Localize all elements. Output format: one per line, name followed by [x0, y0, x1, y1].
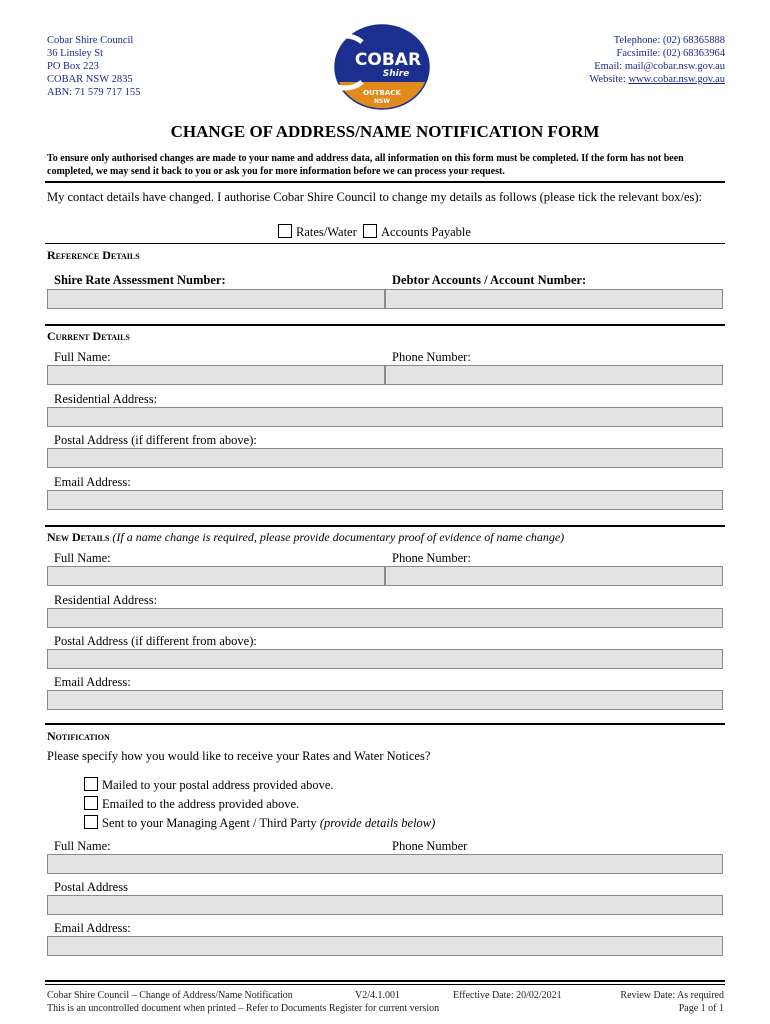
footer-divider [45, 984, 725, 985]
rates-water-label: Rates/Water [296, 225, 357, 239]
notification-heading: Notification [47, 729, 110, 743]
footer-doc-name: Cobar Shire Council – Change of Address/Name Notification [47, 990, 293, 1001]
new-full-name-label: Full Name: [54, 551, 111, 565]
new-residential-input[interactable] [47, 608, 723, 628]
council-contact-block [589, 34, 725, 86]
agent-note: (provide details below) [319, 816, 436, 830]
divider [45, 525, 725, 527]
telephone: Telephone: (02) 68365888 [613, 35, 725, 46]
agent-name-phone-input[interactable] [47, 854, 723, 874]
current-email-label: Email Address: [54, 475, 131, 489]
footer-uncontrolled-note: This is an uncontrolled document when printed – Refer to Documents Register for current version [47, 1003, 440, 1014]
footer-divider [45, 980, 725, 982]
new-residential-label: Residential Address: [54, 593, 158, 607]
option-agent [84, 815, 435, 831]
new-heading-text: New Details [47, 530, 110, 544]
footer-page-number: Page 1 of 1 [678, 1003, 724, 1014]
footer [47, 989, 727, 1015]
current-full-name-input[interactable] [47, 365, 385, 385]
accounts-payable-label: Accounts Payable [381, 225, 471, 239]
divider [45, 181, 725, 183]
agent-full-name-label: Full Name: [54, 839, 111, 853]
footer-review-date: Review Date: As required [620, 990, 724, 1001]
divider [45, 243, 725, 244]
debtor-account-label: Debtor Accounts / Account Number: [392, 273, 587, 287]
new-full-name-input[interactable] [47, 566, 385, 586]
mail-label: Mailed to your postal address provided above. [102, 778, 334, 792]
option-email [84, 796, 299, 812]
town-postcode: COBAR NSW 2835 [47, 74, 133, 85]
logo-band-text-1: OUTBACK [363, 89, 401, 97]
council-name: Cobar Shire Council [47, 35, 134, 46]
logo-main-text: COBAR [354, 50, 422, 70]
current-email-input[interactable] [47, 490, 723, 510]
option-mail [84, 777, 334, 793]
email-label: Emailed to the address provided above. [102, 797, 300, 811]
website-label: Website: [589, 74, 629, 85]
completion-notice: To ensure only authorised changes are made to your name and address data, all information on this form must be completed. If the form has not been completed, we may send it back to you or ask you for more information before we can process your request. [47, 153, 684, 177]
divider [45, 324, 725, 326]
agent-email-label: Email Address: [54, 921, 131, 935]
new-postal-input[interactable] [47, 649, 723, 669]
new-phone-label: Phone Number: [392, 551, 471, 565]
rate-assessment-input[interactable] [47, 289, 385, 309]
current-postal-label: Postal Address (if different from above): [54, 433, 257, 447]
rates-water-checkbox[interactable] [278, 224, 292, 238]
current-heading: Current Details [47, 329, 130, 343]
current-phone-label: Phone Number: [392, 350, 471, 364]
new-heading [47, 530, 564, 545]
new-phone-input[interactable] [385, 566, 723, 586]
authorisation-text: My contact details have changed. I authorise Cobar Shire Council to change my details as follows (please tick the relevant box/es): [47, 190, 703, 204]
agent-phone-label: Phone Number [392, 839, 468, 853]
street-address: 36 Linsley St [47, 48, 104, 59]
email: Email: mail@cobar.nsw.gov.au [594, 61, 725, 72]
logo-band-text-2: NSW [374, 98, 390, 105]
reference-heading: Reference Details [47, 248, 140, 262]
agent-postal-label: Postal Address [54, 880, 128, 894]
council-address-block [47, 34, 140, 99]
cobar-shire-logo [334, 24, 430, 110]
email-checkbox[interactable] [84, 796, 98, 810]
current-phone-input[interactable] [385, 365, 723, 385]
form-title: CHANGE OF ADDRESS/NAME NOTIFICATION FORM [170, 122, 600, 141]
rate-assessment-label: Shire Rate Assessment Number: [54, 273, 226, 287]
current-postal-input[interactable] [47, 448, 723, 468]
intro-options [278, 224, 471, 240]
footer-effective-date: Effective Date: 20/02/2021 [453, 990, 562, 1001]
agent-email-input[interactable] [47, 936, 723, 956]
website-line [589, 73, 725, 86]
footer-version: V2/4.1.001 [355, 990, 400, 1001]
new-email-label: Email Address: [54, 675, 131, 689]
mail-checkbox[interactable] [84, 777, 98, 791]
new-email-input[interactable] [47, 690, 723, 710]
agent-checkbox[interactable] [84, 815, 98, 829]
new-postal-label: Postal Address (if different from above): [54, 634, 257, 648]
website-link[interactable]: www.cobar.nsw.gov.au [628, 74, 725, 85]
current-full-name-label: Full Name: [54, 350, 111, 364]
accounts-payable-checkbox[interactable] [363, 224, 377, 238]
current-residential-label: Residential Address: [54, 392, 158, 406]
agent-label: Sent to your Managing Agent / Third Party [102, 816, 320, 830]
current-residential-input[interactable] [47, 407, 723, 427]
notification-question: Please specify how you would like to receive your Rates and Water Notices? [47, 749, 431, 763]
new-heading-note: (If a name change is required, please provide documentary proof of evidence of name change) [112, 530, 565, 544]
divider [45, 723, 725, 725]
logo-sub-text: Shire [382, 69, 410, 79]
po-box: PO Box 223 [47, 61, 99, 72]
abn: ABN: 71 579 717 155 [47, 87, 141, 98]
debtor-account-input[interactable] [385, 289, 723, 309]
facsimile: Facsimile: (02) 68363964 [616, 48, 725, 59]
agent-postal-input[interactable] [47, 895, 723, 915]
